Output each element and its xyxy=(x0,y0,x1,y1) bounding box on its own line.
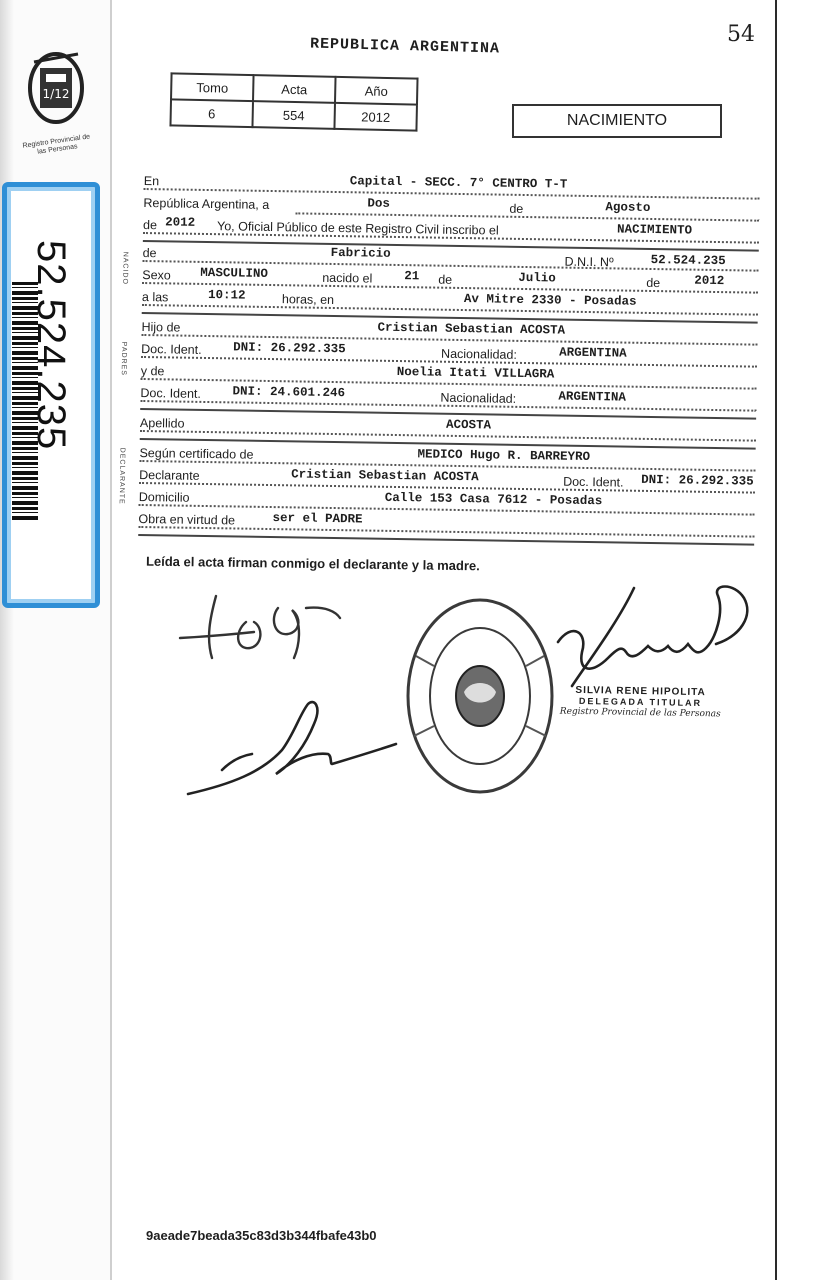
label-obra: Obra en virtud de xyxy=(138,511,236,528)
dni-number-vertical: 52.524.235 xyxy=(29,240,73,451)
officer-signature-icon xyxy=(548,582,758,692)
value-declarante-doc: DNI: 26.292.335 xyxy=(641,472,754,489)
value-anio: 2012 xyxy=(165,215,196,230)
value-nac-dia: 21 xyxy=(404,269,420,284)
registry-logo-icon xyxy=(22,44,90,144)
officer-block xyxy=(560,685,721,721)
label-hijo-de: Hijo de xyxy=(141,319,181,335)
label-dni: D.N.I. Nº xyxy=(564,254,614,270)
value-apellido: ACOSTA xyxy=(445,417,492,433)
value-anio: 2012 xyxy=(334,103,417,131)
header-anio: Año xyxy=(335,77,418,105)
official-seal-icon xyxy=(404,596,556,796)
label-doc-padre: Doc. Ident. xyxy=(141,341,202,357)
value-lugar-nac: Av Mitre 2330 - Posadas xyxy=(463,292,637,309)
sticker-dashes xyxy=(3,190,5,590)
value-hora: 10:12 xyxy=(207,288,246,303)
value-madre: Noelia Itati VILLAGRA xyxy=(396,364,555,382)
svg-text:1/12: 1/12 xyxy=(42,87,70,101)
officer-name: SILVIA RENE HIPOLITA xyxy=(575,684,706,699)
folio-number: 54 xyxy=(727,22,755,47)
label-de4: de xyxy=(646,275,661,291)
label-en: En xyxy=(143,173,160,189)
line-dni xyxy=(542,254,758,275)
label-apellido: Apellido xyxy=(139,415,185,431)
section-padres: PADRES xyxy=(119,341,128,377)
mother-signature-icon xyxy=(182,694,412,804)
label-republica: República Argentina, a xyxy=(143,195,270,212)
closing-statement: Leída el acta firman conmigo el declarante y la madre. xyxy=(145,553,480,574)
label-horas-en: horas, en xyxy=(281,292,335,308)
value-padre: Cristian Sebastian ACOSTA xyxy=(377,320,566,338)
value-sexo: MASCULINO xyxy=(200,265,268,281)
officer-institution: Registro Provincial de las Personas xyxy=(559,706,721,720)
value-madre-doc: DNI: 24.601.246 xyxy=(232,384,346,401)
label-domicilio: Domicilio xyxy=(138,489,190,505)
label-nac-madre: Nacionalidad: xyxy=(440,390,517,406)
label-de1: de xyxy=(509,201,524,216)
value-nombre: Fabricio xyxy=(330,245,391,261)
section-declarante: DECLARANTE xyxy=(117,447,126,505)
label-a-las: a las xyxy=(141,289,169,305)
label-y-de: y de xyxy=(140,363,165,379)
value-domicilio: Calle 153 Casa 7612 - Posadas xyxy=(384,490,603,509)
document-title: REPUBLICA ARGENTINA xyxy=(309,35,501,58)
value-dia: Dos xyxy=(367,196,391,211)
left-strip xyxy=(0,0,112,1280)
officer-role: DELEGADA TITULAR xyxy=(578,695,703,709)
value-declarante: Cristian Sebastian ACOSTA xyxy=(291,467,479,485)
value-certificado: MEDICO Hugo R. BARREYRO xyxy=(417,447,591,465)
label-nacido: nacido el xyxy=(322,270,373,286)
header-tomo: Tomo xyxy=(171,73,254,101)
value-obra: ser el PADRE xyxy=(272,511,363,527)
value-lugar: Capital - SECC. 7° CENTRO T-T xyxy=(349,174,568,192)
value-acta: 554 xyxy=(252,101,335,129)
label-doc-madre: Doc. Ident. xyxy=(140,385,202,401)
label-segun-cert: Según certificado de xyxy=(139,445,254,462)
label-nac-padre: Nacionalidad: xyxy=(441,346,517,362)
label-declarante: Declarante xyxy=(139,467,200,483)
label-doc-declarante: Doc. Ident. xyxy=(563,474,624,490)
declarant-signature-icon xyxy=(176,588,366,668)
logo-caption: Registro Provincial de las Personas xyxy=(22,133,91,156)
value-nac-anio: 2012 xyxy=(694,273,725,289)
value-tomo: 6 xyxy=(170,99,253,127)
section-nacido: NACIDO xyxy=(121,251,129,285)
value-mes: Agosto xyxy=(605,200,651,215)
label-yo-oficial: Yo, Oficial Público de este Registro Civil inscribo el xyxy=(216,219,499,238)
value-dni: 52.524.235 xyxy=(650,252,726,269)
act-type-box: NACIMIENTO xyxy=(512,104,722,138)
value-nac-mes: Julio xyxy=(518,270,556,286)
value-acto: NACIMIENTO xyxy=(616,222,693,238)
label-de2: de xyxy=(142,217,158,233)
label-de-nombre: de xyxy=(142,245,157,261)
value-padre-doc: DNI: 26.292.335 xyxy=(233,340,346,357)
header-acta: Acta xyxy=(253,75,336,103)
label-sexo: Sexo xyxy=(142,267,171,283)
registry-table xyxy=(169,72,418,131)
document-hash: 9aeade7beada35c83d3b344fbafe43b0 xyxy=(146,1228,377,1243)
value-padre-nac: ARGENTINA xyxy=(559,345,627,361)
label-de3: de xyxy=(438,272,453,287)
value-madre-nac: ARGENTINA xyxy=(558,389,627,405)
